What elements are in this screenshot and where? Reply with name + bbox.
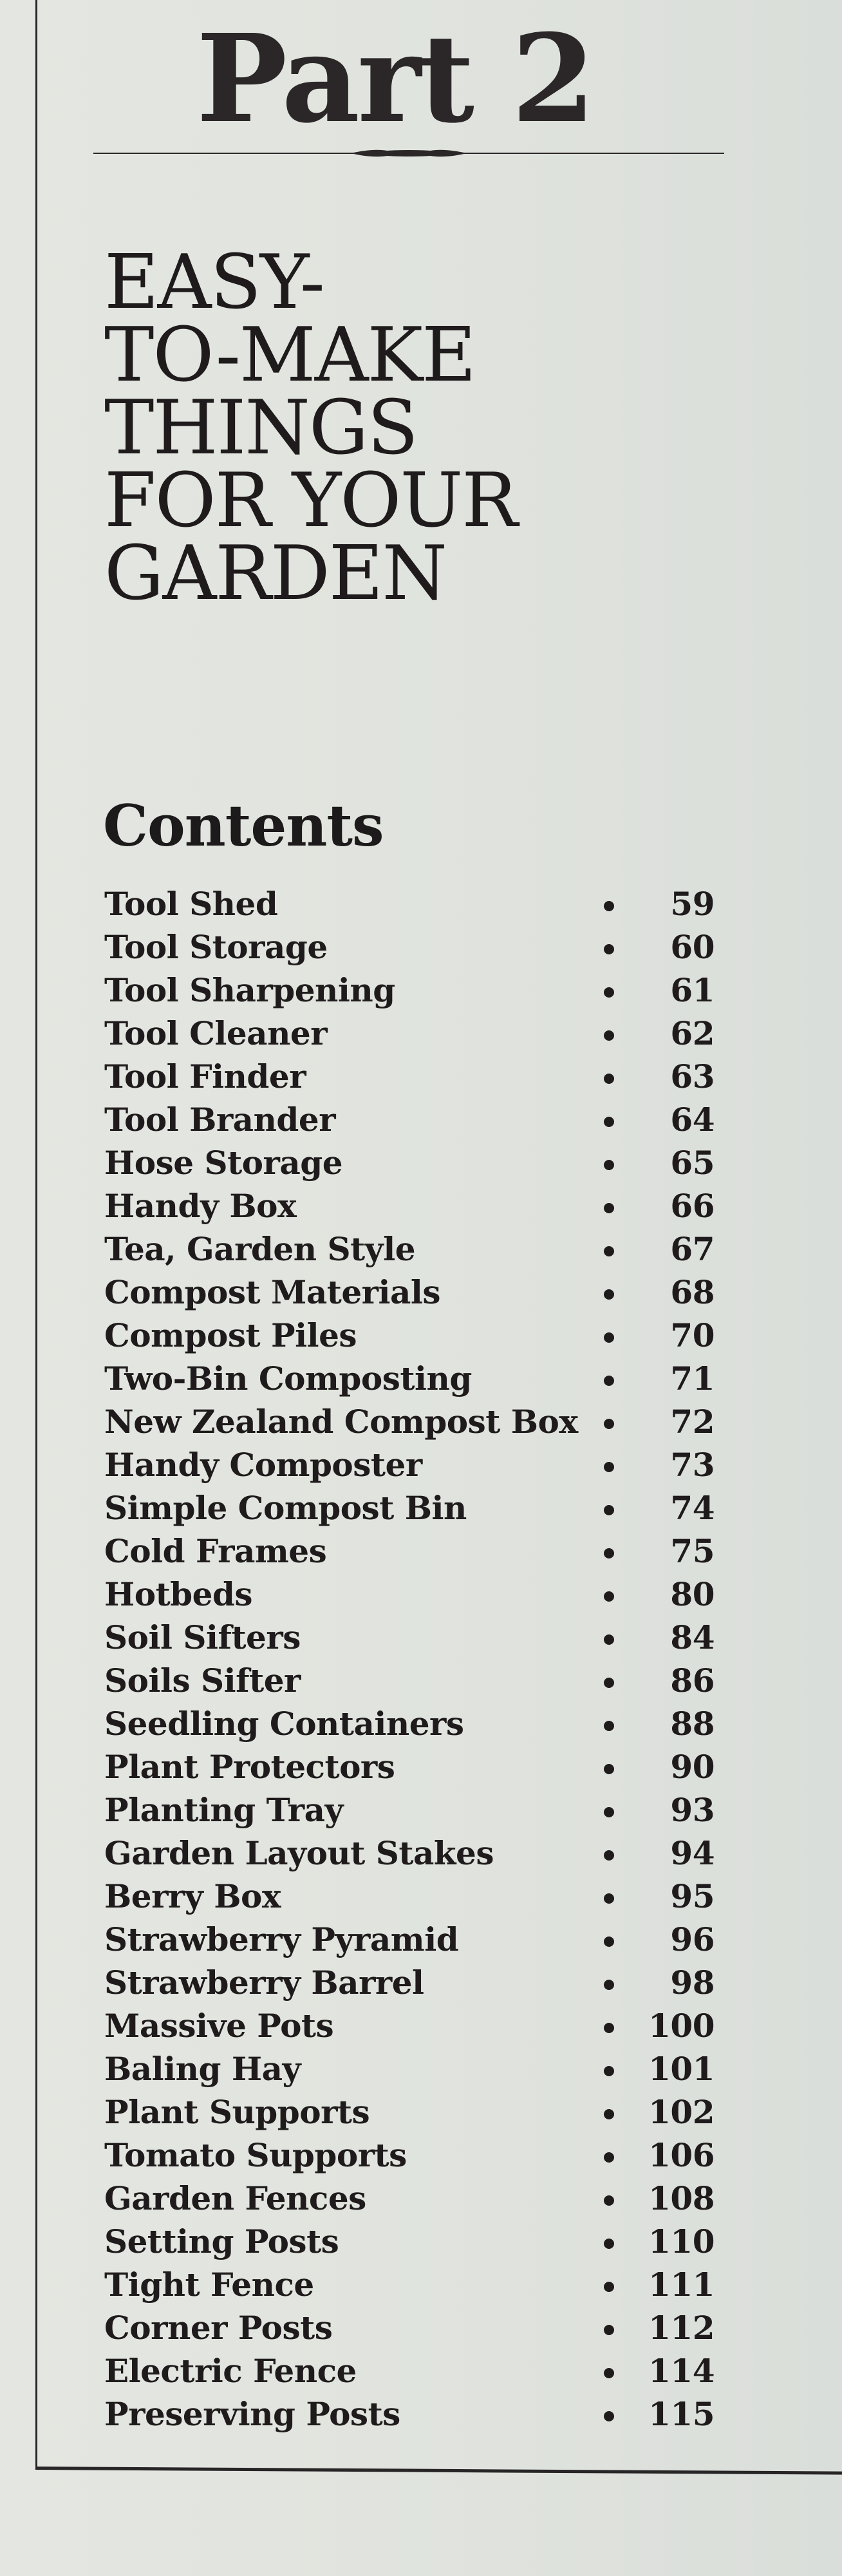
entry-page-number: 108	[648, 2179, 715, 2217]
entry-page-number: 66	[670, 1187, 715, 1225]
leader-dot	[604, 2239, 614, 2249]
entry-title: Strawberry Pyramid	[104, 1920, 459, 1958]
leader-dot	[604, 1074, 614, 1084]
ornamental-divider	[93, 146, 724, 161]
entry-title: Plant Protectors	[104, 1748, 395, 1786]
contents-entry	[104, 2392, 722, 2436]
entry-title: Garden Layout Stakes	[104, 1834, 494, 1872]
contents-entry	[104, 1055, 722, 1098]
entry-title: Tea, Garden Style	[104, 1230, 416, 1268]
main-title-line: THINGS	[104, 384, 417, 471]
contents-entry	[104, 1141, 722, 1184]
leader-dot	[604, 1332, 614, 1343]
main-title-line: FOR YOUR	[104, 457, 517, 544]
leader-dot	[604, 2195, 614, 2206]
entry-page-number: 95	[670, 1877, 715, 1915]
entry-page-number: 73	[670, 1446, 715, 1484]
entry-page-number: 74	[670, 1489, 715, 1527]
entry-page-number: 90	[670, 1748, 715, 1786]
entry-title: Planting Tray	[104, 1791, 344, 1829]
entry-page-number: 96	[670, 1920, 715, 1958]
leader-dot	[604, 1721, 614, 1731]
entry-page-number: 75	[670, 1532, 715, 1570]
entry-title: Compost Materials	[104, 1273, 441, 1311]
contents-entry	[104, 1227, 722, 1271]
contents-entry	[104, 2263, 722, 2306]
entry-page-number: 60	[670, 928, 715, 966]
entry-title: Handy Composter	[104, 1446, 422, 1484]
contents-entry	[104, 2349, 722, 2392]
contents-entry	[104, 1702, 722, 1745]
entry-title: Tool Finder	[104, 1057, 306, 1095]
entry-title: Tool Sharpening	[104, 971, 395, 1009]
leader-dot	[604, 901, 614, 911]
entry-page-number: 110	[648, 2222, 715, 2260]
entry-page-number: 84	[670, 1618, 715, 1656]
entry-page-number: 59	[670, 885, 715, 923]
left-margin-rule	[35, 0, 37, 2470]
contents-entry	[104, 2306, 722, 2349]
contents-entry	[104, 1616, 722, 1659]
contents-entry	[104, 2177, 722, 2220]
contents-entry	[104, 1184, 722, 1227]
entry-page-number: 63	[670, 1057, 715, 1095]
contents-entry	[104, 1357, 722, 1400]
contents-entry	[104, 2047, 722, 2090]
leader-dot	[604, 1980, 614, 1990]
contents-entry	[104, 1443, 722, 1486]
entry-title: Corner Posts	[104, 2309, 333, 2347]
contents-entry	[104, 1918, 722, 1961]
leader-dot	[604, 1807, 614, 1817]
entry-title: Massive Pots	[104, 2007, 334, 2045]
part-title: Part 2	[196, 8, 594, 150]
contents-entry	[104, 1659, 722, 1702]
contents-entry	[104, 1314, 722, 1357]
contents-entry	[104, 1098, 722, 1141]
contents-entry	[104, 1530, 722, 1573]
leader-dot	[604, 2325, 614, 2335]
contents-entry	[104, 969, 722, 1012]
entry-title: Plant Supports	[104, 2093, 370, 2131]
entry-title: Electric Fence	[104, 2352, 357, 2390]
leader-dot	[604, 1030, 614, 1041]
contents-list	[104, 882, 722, 2434]
leader-dot	[604, 1850, 614, 1861]
contents-entry	[104, 2220, 722, 2263]
leader-dot	[604, 1203, 614, 1213]
entry-page-number: 88	[670, 1705, 715, 1743]
entry-page-number: 112	[648, 2309, 715, 2347]
leader-dot	[604, 2152, 614, 2163]
entry-page-number: 93	[670, 1791, 715, 1829]
entry-page-number: 94	[670, 1834, 715, 1872]
entry-title: Preserving Posts	[104, 2395, 400, 2433]
entry-title: Berry Box	[104, 1877, 281, 1915]
entry-title: Baling Hay	[104, 2050, 301, 2088]
entry-page-number: 101	[648, 2050, 715, 2088]
entry-title: Seedling Containers	[104, 1705, 464, 1743]
entry-title: Compost Piles	[104, 1316, 357, 1354]
entry-page-number: 67	[670, 1230, 715, 1268]
contents-entry	[104, 1832, 722, 1875]
entry-title: Cold Frames	[104, 1532, 327, 1570]
entry-title: Hose Storage	[104, 1144, 343, 1182]
contents-entry	[104, 1875, 722, 1918]
contents-entry	[104, 1961, 722, 2004]
entry-page-number: 64	[670, 1101, 715, 1139]
entry-page-number: 106	[648, 2136, 715, 2174]
leader-dot	[604, 1893, 614, 1904]
entry-page-number: 100	[648, 2007, 715, 2045]
contents-heading: Contents	[103, 792, 384, 859]
main-title-line: EASY-	[104, 239, 324, 326]
leader-dot	[604, 1117, 614, 1127]
main-title-line: TO-MAKE	[104, 312, 475, 399]
entry-page-number: 114	[648, 2352, 715, 2390]
contents-entry	[104, 1745, 722, 1788]
entry-title: Tool Cleaner	[104, 1014, 328, 1052]
leader-dot	[604, 1376, 614, 1386]
entry-page-number: 71	[670, 1359, 715, 1397]
leader-dot	[604, 2282, 614, 2292]
entry-title: Strawberry Barrel	[104, 1964, 424, 2002]
bottom-margin-rule	[35, 2467, 842, 2475]
contents-entry	[104, 1486, 722, 1530]
leader-dot	[604, 2109, 614, 2119]
entry-page-number: 68	[670, 1273, 715, 1311]
entry-page-number: 61	[670, 971, 715, 1009]
leader-dot	[604, 987, 614, 998]
leader-dot	[604, 1160, 614, 1170]
entry-title: Tight Fence	[104, 2266, 314, 2304]
entry-title: Setting Posts	[104, 2222, 339, 2260]
entry-title: Tomato Supports	[104, 2136, 407, 2174]
leader-dot	[604, 1678, 614, 1688]
leader-dot	[604, 2023, 614, 2033]
main-title-line: GARDEN	[104, 530, 446, 617]
entry-page-number: 98	[670, 1964, 715, 2002]
entry-title: Tool Brander	[104, 1101, 336, 1139]
entry-page-number: 80	[670, 1575, 715, 1613]
contents-entry	[104, 2004, 722, 2047]
entry-title: Two-Bin Composting	[104, 1359, 472, 1397]
leader-dot	[604, 1634, 614, 1645]
leader-dot	[604, 1462, 614, 1472]
entry-page-number: 72	[670, 1403, 715, 1441]
contents-entry	[104, 1271, 722, 1314]
entry-page-number: 70	[670, 1316, 715, 1354]
leader-dot	[604, 1246, 614, 1256]
entry-title: Handy Box	[104, 1187, 297, 1225]
leader-dot	[604, 1937, 614, 1947]
entry-title: New Zealand Compost Box	[104, 1403, 578, 1441]
entry-page-number: 65	[670, 1144, 715, 1182]
contents-entry	[104, 1012, 722, 1055]
entry-title: Hotbeds	[104, 1575, 253, 1613]
contents-entry	[104, 1573, 722, 1616]
entry-title: Soils Sifter	[104, 1662, 301, 1700]
contents-entry	[104, 882, 722, 925]
contents-entry	[104, 1400, 722, 1443]
leader-dot	[604, 2066, 614, 2076]
entry-title: Simple Compost Bin	[104, 1489, 467, 1527]
leader-dot	[604, 2368, 614, 2378]
entry-page-number: 62	[670, 1014, 715, 1052]
contents-entry	[104, 1788, 722, 1832]
entry-page-number: 86	[670, 1662, 715, 1700]
leader-dot	[604, 1289, 614, 1300]
leader-dot	[604, 1548, 614, 1558]
entry-page-number: 102	[648, 2093, 715, 2131]
entry-title: Tool Storage	[104, 928, 328, 966]
entry-title: Tool Shed	[104, 885, 278, 923]
entry-page-number: 115	[648, 2395, 715, 2433]
leader-dot	[604, 1505, 614, 1515]
contents-entry	[104, 2090, 722, 2134]
leader-dot	[604, 1419, 614, 1429]
leader-dot	[604, 1591, 614, 1602]
leader-dot	[604, 1764, 614, 1774]
entry-page-number: 111	[648, 2266, 715, 2304]
leader-dot	[604, 944, 614, 954]
entry-title: Garden Fences	[104, 2179, 366, 2217]
contents-entry	[104, 925, 722, 969]
entry-title: Soil Sifters	[104, 1618, 301, 1656]
contents-entry	[104, 2134, 722, 2177]
leader-dot	[604, 2411, 614, 2421]
main-title	[104, 239, 594, 617]
